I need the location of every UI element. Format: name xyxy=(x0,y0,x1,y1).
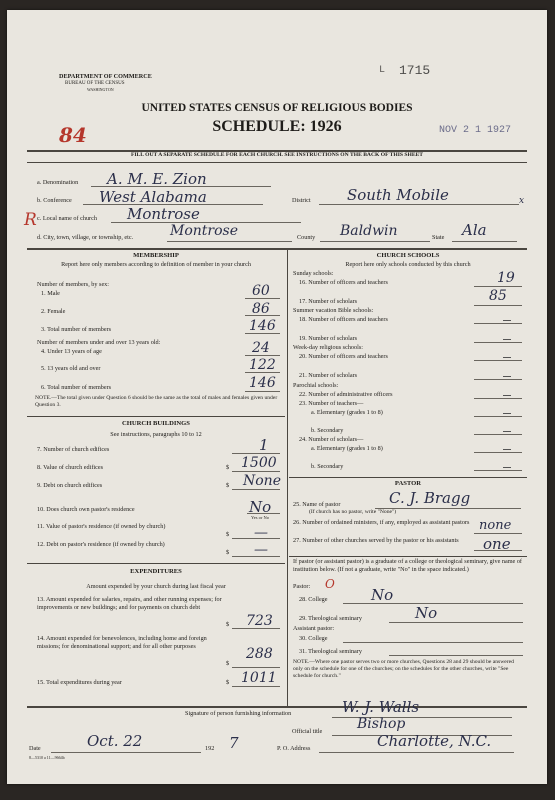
weekday-scholars-label: 21. Number of scholars xyxy=(299,372,358,379)
total-expenditures-line xyxy=(232,686,280,687)
elementary-teachers-line xyxy=(474,416,522,417)
district-mark: x xyxy=(519,196,525,206)
pastor-name-note: (If church has no pastor, write "None") xyxy=(309,509,397,515)
college-label: 28. College xyxy=(299,596,328,603)
official-title-label: Official title xyxy=(292,728,323,735)
total-expenditures-value[interactable]: 1011 xyxy=(241,670,277,686)
total-age-label: 6. Total number of members xyxy=(41,384,112,391)
seminary-value[interactable]: No xyxy=(415,604,438,622)
assistant-ministers-line xyxy=(474,533,522,534)
assistant-ministers-value[interactable]: none xyxy=(479,518,512,533)
year-prefix: 192 xyxy=(205,745,215,752)
date-line xyxy=(51,752,201,753)
benevolences-value[interactable]: 288 xyxy=(246,646,273,662)
red-circle-mark: O xyxy=(325,577,335,591)
official-title-value[interactable]: Bishop xyxy=(357,716,406,732)
female-value[interactable]: 86 xyxy=(252,301,270,317)
assistant-college-label: 30. College xyxy=(299,635,328,642)
schedule-title: SCHEDULE: 1926 xyxy=(212,118,342,135)
county-value[interactable]: Baldwin xyxy=(340,223,398,239)
state-value[interactable]: Ala xyxy=(462,221,487,239)
form-title: UNITED STATES CENSUS OF RELIGIOUS BODIES xyxy=(141,102,413,114)
vacation-officers-line xyxy=(474,323,522,324)
district-line xyxy=(319,204,519,205)
female-label: 2. Female xyxy=(41,308,66,315)
under-13-value[interactable]: 24 xyxy=(252,340,270,356)
education-note: If pastor (or assistant pastor) is a graduate of a college or theological seminary, give name of institution below. (If not a graduate, write "No" in the space indicated.) xyxy=(293,558,522,573)
over-13-value[interactable]: 122 xyxy=(249,357,276,373)
expenditures-note: Amount expended by your church during last fiscal year xyxy=(86,583,226,590)
date-label: Date xyxy=(29,745,41,752)
dollar-sign: $ xyxy=(226,464,230,471)
elementary-scholars-label: a. Elementary (grades 1 to 8) xyxy=(311,445,383,452)
vacation-scholars-label: 19. Number of scholars xyxy=(299,335,358,342)
washington-heading: WASHINGTON xyxy=(87,87,114,92)
other-churches-label: 27. Number of other churches served by the pastor or his assistants xyxy=(293,537,459,544)
year-value[interactable]: 7 xyxy=(229,734,239,752)
buildings-title: CHURCH BUILDINGS xyxy=(122,420,190,427)
running-expenses-value[interactable]: 723 xyxy=(246,613,273,629)
dollar-sign: $ xyxy=(226,660,230,667)
yes-no-caption: Yes or No xyxy=(251,515,270,520)
sunday-scholars-label: 17. Number of scholars xyxy=(299,298,358,305)
local-name-label: c. Local name of church xyxy=(37,215,97,222)
edifices-line xyxy=(232,453,280,454)
benevolences-label: 14. Amount expended for benevolences, including home and foreign missions; for denominational support; and for all other purposes xyxy=(37,635,207,650)
county-line xyxy=(320,241,430,242)
city-line xyxy=(167,241,292,242)
assistant-pastor-label: Assistant pastor: xyxy=(293,625,335,632)
sunday-scholars-line xyxy=(474,305,522,306)
age-split-label: Number of members under and over 13 years old: xyxy=(37,339,161,346)
local-name-value[interactable]: Montrose xyxy=(127,205,200,223)
sunday-officers-label: 16. Number of officers and teachers xyxy=(299,279,388,286)
blank-dash xyxy=(503,431,511,432)
pastor-subheading: Pastor: xyxy=(293,583,311,590)
denomination-value[interactable]: A. M. E. Zion xyxy=(107,170,207,188)
blank-dash xyxy=(503,320,511,321)
po-address-label: P. O. Address xyxy=(277,745,311,752)
weekday-scholars-line xyxy=(474,379,522,380)
buildings-note: See instructions, paragraphs 10 to 12 xyxy=(110,431,202,438)
secondary-teachers-line xyxy=(474,434,522,435)
instruction-line: FILL OUT A SEPARATE SCHEDULE FOR EACH CHURCH. SEE INSTRUCTIONS ON THE BACK OF THIS SHEET xyxy=(130,152,424,158)
members-by-sex-label: Number of members, by sex: xyxy=(37,281,109,288)
edifices-label: 7. Number of church edifices xyxy=(37,446,110,453)
form-code: 8—5310 a 11—9664b xyxy=(29,755,65,760)
secondary-scholars-label: b. Secondary xyxy=(311,463,344,470)
under-13-label: 4. Under 13 years of age xyxy=(41,348,102,355)
blank-dash xyxy=(503,376,511,377)
blank-dash xyxy=(503,449,511,450)
total-members-value[interactable]: 146 xyxy=(249,318,276,334)
edifice-value-label: 8. Value of church edifices xyxy=(37,464,104,471)
male-value[interactable]: 60 xyxy=(252,283,270,299)
admin-officers-label: 22. Number of administrative officers xyxy=(299,391,393,398)
conference-value[interactable]: West Alabama xyxy=(99,188,207,206)
assistant-seminary-line xyxy=(389,655,523,656)
church-schools-title: CHURCH SCHOOLS xyxy=(376,252,440,259)
total-members-label: 3. Total number of members xyxy=(41,326,112,333)
debt-label: 9. Debt on church edifices xyxy=(37,482,103,489)
red-margin-mark: R xyxy=(24,210,37,230)
running-expenses-label: 13. Amount expended for salaries, repairs, and other running expenses; for improvements or new buildings; and for payments on church debt xyxy=(37,596,222,611)
dollar-sign: $ xyxy=(226,621,230,628)
membership-title: MEMBERSHIP xyxy=(133,252,179,259)
blank-dash xyxy=(503,357,511,358)
section-rule xyxy=(27,248,527,250)
sunday-scholars-value[interactable]: 85 xyxy=(489,288,507,304)
weekday-officers-line xyxy=(474,360,522,361)
date-value[interactable]: Oct. 22 xyxy=(87,732,143,750)
city-value[interactable]: Montrose xyxy=(170,223,238,239)
received-date-stamp: NOV 2 1 1927 xyxy=(439,125,512,136)
sunday-schools-label: Sunday schools: xyxy=(293,270,334,277)
blank-dash xyxy=(503,339,511,340)
signature-value[interactable]: W. J. Walls xyxy=(342,698,420,716)
signature-rule xyxy=(27,706,527,708)
signature-label: Signature of person furnishing information xyxy=(185,710,292,717)
dollar-sign: $ xyxy=(226,549,230,556)
elementary-scholars-line xyxy=(474,452,522,453)
dollar-sign: $ xyxy=(226,482,230,489)
secondary-teachers-label: b. Secondary xyxy=(311,427,344,434)
seminary-label: 29. Theological seminary xyxy=(299,615,362,622)
residence-value-value[interactable]: — xyxy=(254,525,268,541)
blank-dash xyxy=(503,467,511,468)
membership-footnote: NOTE.—The total given under Question 6 should be the same as the total of males and females given under Question 3. xyxy=(35,395,278,408)
vacation-scholars-line xyxy=(474,342,522,343)
vacation-officers-label: 18. Number of officers and teachers xyxy=(299,316,388,323)
blank-dash xyxy=(503,395,511,396)
pastor-rule xyxy=(289,477,527,478)
weekday-officers-label: 20. Number of officers and teachers xyxy=(299,353,388,360)
debt-value[interactable]: None xyxy=(243,473,281,489)
debt-line xyxy=(232,489,280,490)
census-form-sheet xyxy=(7,10,547,784)
total-expenditures-label: 15. Total expenditures during year xyxy=(37,679,122,686)
elementary-teachers-label: a. Elementary (grades 1 to 8) xyxy=(311,409,383,416)
assistant-seminary-label: 31. Theological seminary xyxy=(299,648,362,655)
buildings-rule xyxy=(27,416,285,417)
assistant-ministers-label: 26. Number of ordained ministers, if any, employed as assistant pastors xyxy=(293,519,470,526)
expenditures-title: EXPENDITURES xyxy=(130,568,182,575)
bureau-heading: BUREAU OF THE CENSUS xyxy=(65,81,125,86)
benevolences-line xyxy=(232,667,280,668)
dollar-sign: $ xyxy=(226,531,230,538)
header-rule-bottom xyxy=(27,162,527,163)
po-address-line xyxy=(319,752,514,753)
over-13-label: 5. 13 years old and over xyxy=(41,365,101,372)
schools-note: Report here only schools conducted by this church xyxy=(345,261,471,268)
residence-debt-value[interactable]: — xyxy=(254,542,268,558)
scholars-label: 24. Number of scholars— xyxy=(299,436,364,443)
male-label: 1. Male xyxy=(41,290,60,297)
residence-label: 10. Does church own pastor's residence xyxy=(37,506,135,513)
secondary-scholars-line xyxy=(474,470,522,471)
residence-value[interactable]: No xyxy=(249,498,272,516)
district-label: District xyxy=(292,197,311,204)
seminary-line xyxy=(389,622,523,623)
pastor-name-line xyxy=(375,508,521,509)
pastor-name-value[interactable]: C. J. Bragg xyxy=(389,489,471,507)
total-age-line xyxy=(245,391,280,392)
edifice-value-value[interactable]: 1500 xyxy=(241,455,277,471)
conference-label: b. Conference xyxy=(37,197,72,204)
expenditures-rule xyxy=(27,563,285,564)
pastor-title: PASTOR xyxy=(394,480,422,487)
other-churches-value[interactable]: one xyxy=(483,535,511,553)
residence-debt-label: 12. Debt on pastor's residence (if owned by church) xyxy=(37,541,165,548)
education-rule xyxy=(289,556,527,557)
college-value[interactable]: No xyxy=(371,586,394,604)
po-address-value[interactable]: Charlotte, N.C. xyxy=(377,732,492,750)
membership-note: Report here only members according to definition of member in your church xyxy=(61,261,251,268)
department-heading: DEPARTMENT OF COMMERCE xyxy=(59,73,152,80)
pastor-footnote: NOTE.—Where one pastor serves two or more churches, Questions 28 and 29 should be answered only on the schedule for one of the churches; on the schedules for the other churches, write "See schedule for church." xyxy=(293,659,514,679)
pastor-name-label: 25. Name of pastor xyxy=(293,501,341,508)
state-label: State xyxy=(432,234,445,241)
vacation-schools-label: Summer vacation Bible schools: xyxy=(293,307,374,314)
red-handwritten-number: 84 xyxy=(59,123,87,147)
admin-officers-line xyxy=(474,398,522,399)
edifices-value[interactable]: 1 xyxy=(259,436,269,454)
blank-dash xyxy=(503,413,511,414)
weekday-schools-label: Week-day religious schools: xyxy=(293,344,363,351)
total-age-value[interactable]: 146 xyxy=(249,375,276,391)
city-label: d. City, town, village, or township, etc. xyxy=(37,234,134,241)
dollar-sign: $ xyxy=(226,679,230,686)
sunday-officers-value[interactable]: 19 xyxy=(497,270,515,286)
state-line xyxy=(452,241,517,242)
assistant-college-line xyxy=(343,642,523,643)
denomination-label: a. Denomination xyxy=(37,179,79,186)
stamp-letter: L xyxy=(379,65,386,76)
county-label: County xyxy=(297,234,316,241)
teachers-label: 23. Number of teachers— xyxy=(299,400,364,407)
edifice-value-line xyxy=(232,471,280,472)
parochial-schools-label: Parochial schools: xyxy=(293,382,339,389)
residence-value-label: 11. Value of pastor's residence (if owned by church) xyxy=(37,523,166,530)
form-number: 1715 xyxy=(399,63,431,78)
sunday-officers-line xyxy=(474,286,522,287)
column-divider xyxy=(287,248,288,706)
district-value[interactable]: South Mobile xyxy=(347,186,449,204)
